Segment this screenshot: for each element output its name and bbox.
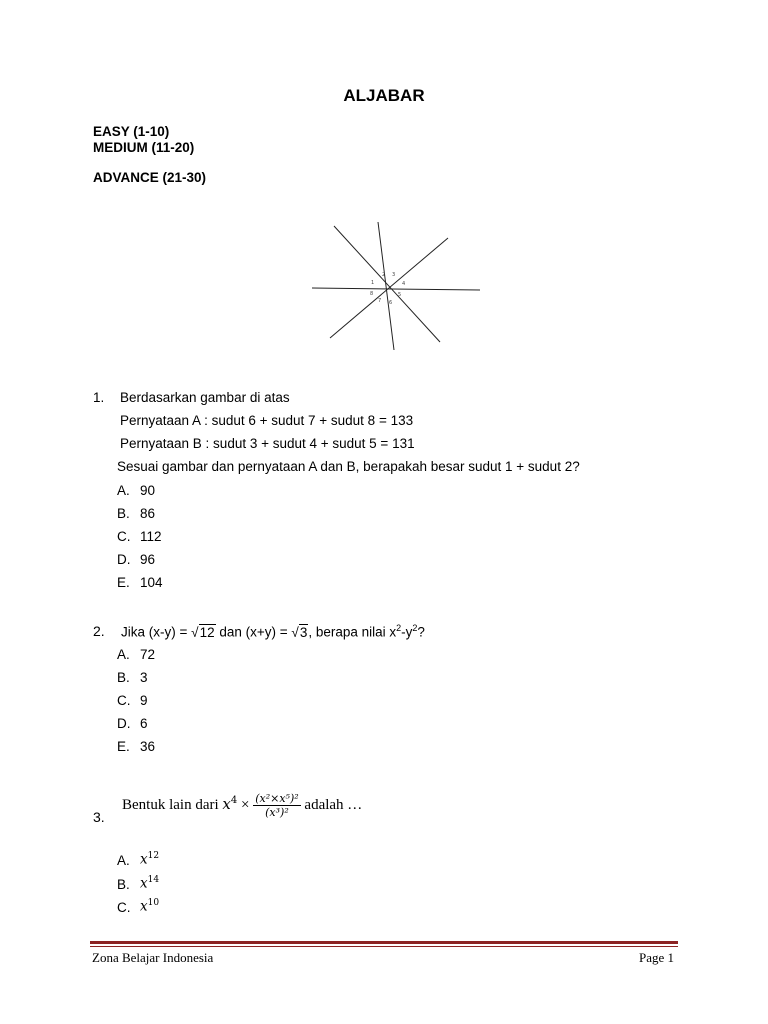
sqrt-expression: √12 — [191, 624, 215, 640]
figure-label: 5 — [398, 292, 402, 298]
sqrt-radicand: 3 — [299, 624, 308, 640]
option-text — [140, 851, 159, 868]
footer-divider — [90, 941, 678, 944]
question-text-part: dan (x+y) = — [215, 624, 292, 640]
statement-a: Pernyataan A : sudut 6 + sudut 7 + sudut 8 = 133 — [120, 413, 414, 428]
option-text: 72 — [140, 647, 156, 662]
question-text-part: ? — [417, 624, 425, 640]
exponent: 10 — [147, 898, 160, 908]
option-text: 3 — [140, 670, 148, 685]
figure-label: 6 — [389, 300, 393, 306]
figure-line-diagonal-down — [334, 226, 440, 342]
option-text: 112 — [140, 529, 162, 544]
option-letter: D. — [117, 552, 131, 567]
question-text-part: Bentuk lain dari — [122, 796, 223, 813]
question-number: 2. — [93, 623, 105, 639]
question-text-part: adalah … — [300, 796, 363, 813]
option-text: 86 — [140, 506, 156, 521]
exponent: 2 — [412, 623, 418, 633]
math-base: x — [140, 898, 148, 915]
option-letter: A. — [117, 853, 130, 868]
option-letter: B. — [117, 506, 130, 521]
footer-publisher: Zona Belajar Indonesia — [92, 950, 214, 965]
level-medium: MEDIUM (11-20) — [93, 140, 195, 155]
option-text: 90 — [140, 483, 156, 498]
question-text — [122, 792, 362, 819]
figure-label: 3 — [392, 272, 396, 278]
exponent: 2 — [396, 623, 402, 633]
figure-label: 2 — [382, 272, 386, 278]
footer-divider-thin — [90, 946, 678, 947]
math-base: x — [222, 794, 231, 813]
math-base: x — [140, 851, 148, 868]
option-letter: A. — [117, 647, 130, 662]
option-letter: D. — [117, 716, 131, 731]
question-text: Berdasarkan gambar di atas — [120, 390, 290, 405]
fraction-numerator: (x²×x⁵)² — [255, 792, 299, 805]
option-text — [140, 875, 159, 892]
option-text: 96 — [140, 552, 156, 567]
math-operator: × — [237, 796, 254, 813]
option-text: 9 — [140, 693, 148, 708]
option-text: 6 — [140, 716, 148, 731]
document-title: ALJABAR — [343, 86, 425, 105]
level-advance: ADVANCE (21-30) — [93, 170, 207, 185]
figure-label: 8 — [370, 291, 374, 297]
question-text-part: Jika (x-y) = — [121, 624, 192, 640]
math-base: x — [140, 875, 148, 892]
footer-page-number: Page 1 — [638, 950, 674, 965]
option-letter: C. — [117, 693, 131, 708]
option-letter: E. — [117, 575, 130, 590]
option-letter: C. — [117, 529, 131, 544]
angle-lines-figure — [308, 218, 484, 354]
option-text: 36 — [140, 739, 156, 754]
question-text-part: -y — [401, 624, 413, 640]
option-text — [140, 898, 159, 915]
figure-label: 1 — [371, 280, 375, 286]
exponent: 4 — [230, 794, 238, 806]
option-text: 104 — [140, 575, 163, 590]
sqrt-expression: √3 — [291, 624, 308, 640]
question-prompt: Sesuai gambar dan pernyataan A dan B, berapakah besar sudut 1 + sudut 2? — [117, 459, 580, 474]
fraction — [253, 792, 300, 819]
option-letter: A. — [117, 483, 130, 498]
figure-label: 4 — [402, 281, 406, 287]
option-letter: E. — [117, 739, 130, 754]
level-easy: EASY (1-10) — [93, 124, 170, 139]
exponent: 14 — [147, 875, 160, 885]
fraction-denominator: (x³)² — [265, 806, 289, 819]
figure-label: 7 — [378, 298, 382, 304]
question-number: 1. — [93, 390, 105, 405]
option-letter: C. — [117, 900, 131, 915]
statement-b: Pernyataan B : sudut 3 + sudut 4 + sudut 5 = 131 — [120, 436, 415, 451]
question-text — [121, 623, 425, 640]
option-letter: B. — [117, 877, 130, 892]
question-text-part: , berapa nilai x — [308, 624, 397, 640]
exponent: 12 — [147, 851, 160, 861]
option-letter: B. — [117, 670, 130, 685]
figure-line-horizontal — [312, 288, 480, 290]
question-number: 3. — [93, 809, 105, 825]
sqrt-radicand: 12 — [199, 624, 215, 640]
